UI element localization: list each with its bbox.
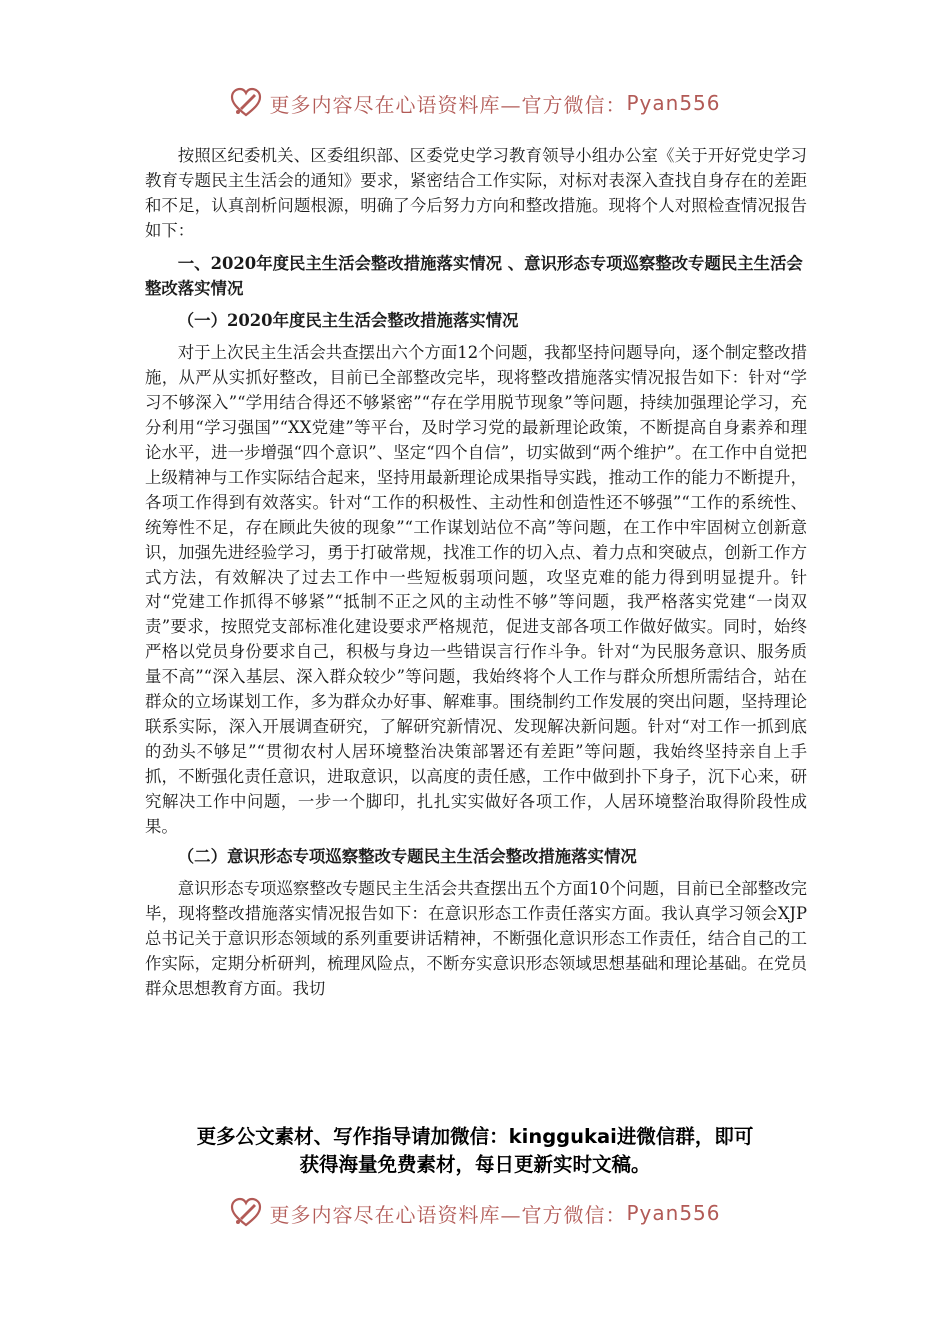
header-watermark — [0, 83, 950, 123]
subsection-1-heading: （一）2020年度民主生活会整改措施落实情况 — [177, 311, 519, 331]
heart-pen-logo-icon — [229, 1196, 263, 1230]
heart-pen-logo-icon — [229, 86, 263, 120]
watermark-wechat-id: Pyan556 — [626, 1201, 721, 1225]
section-1-heading: 一、2020年度民主生活会整改措施落实情况 、意识形态专项巡察整改专题民主生活会整改落实情况 — [145, 253, 803, 298]
promo-block — [0, 1123, 950, 1179]
subsection-1-paragraph: 对于上次民主生活会共查摆出六个方面12个问题，我都坚持问题导向，逐个制定整改措施，从严从实抓好整改，目前已全部整改完毕，现将整改措施落实情况报告如下：针对“学习不够深入”“学用结合得还不够紧密”“存在学用脱节现象”等问题，持续加强理论学习，充分利用“学习强国”“XX党建”等平台，及时学习党的最新理论政策，不断提高自身素养和理论水平，进一步增强“四个意识”、坚定“四个自信”，切实做到“两个维护”。在工作中自觉把上级精神与工作实际结合起来，坚持用最新理论成果指导实践，推动工作的能力不断提升，各项工作得到有效落实。针对“工作的积极性、主动性和创造性还不够强”“工作的系统性、统筹性不足，存在顾此失彼的现象”“工作谋划站位不高”等问题，在工作中牢固树立创新意识，加强先进经验学习，勇于打破常规，找准工作的切入点、着力点和突破点，创新工作方式方法，有效解决了过去工作中一些短板弱项问题，攻坚克难的能力得到明显提升。针对“党建工作抓得不够紧”“抵制不正之风的主动性不够”等问题，我严格落实党建“一岗双责”要求，按照党支部标准化建设要求严格规范，促进支部各项工作做好做实。同时，始终严格以党员身份要求自己，积极与身边一些错误言行作斗争。针对“为民服务意识、服务质量不高”“深入基层、深入群众较少”等问题，我始终将个人工作与群众所想所需结合，站在群众的立场谋划工作，多为群众办好事、解难事。围绕制约工作发展的突出问题，坚持理论联系实际，深入开展调查研究，了解研究新情况、发现解决新问题。针对“对工作一抓到底的劲头不够足”“贯彻农村人居环境整治决策部署还有差距”等问题，我始终坚持亲自上手抓，不断强化责任意识，进取意识，以高度的责任感，工作中做到扑下身子，沉下心来，研究解决工作中问题，一步一个脚印，扎扎实实做好各项工作，人居环境整治取得阶段性成果。 — [145, 343, 807, 836]
watermark-wechat-id: Pyan556 — [626, 91, 721, 115]
watermark-text: 更多内容尽在心语资料库—官方微信： — [269, 1202, 627, 1227]
subsection-2-paragraph: 意识形态专项巡察整改专题民主生活会共查摆出五个方面10个问题，目前已全部整改完毕，现将整改措施落实情况报告如下：在意识形态工作责任落实方面。我认真学习领会XJP总书记关于意识形态领域的系列重要讲话精神，不断强化意识形态工作责任，结合自己的工作实际，定期分析研判，梳理风险点，不断夯实意识形态领域思想基础和理论基础。在党员群众思想教育方面。我切 — [145, 879, 807, 998]
promo-line-2: 获得海量免费素材，每日更新实时文稿。 — [299, 1153, 651, 1176]
subsection-2-heading: （二）意识形态专项巡察整改专题民主生活会整改措施落实情况 — [177, 847, 637, 867]
document-body — [145, 144, 807, 1002]
footer-watermark — [0, 1193, 950, 1233]
intro-paragraph: 按照区纪委机关、区委组织部、区委党史学习教育领导小组办公室《关于开好党史学习教育专题民主生活会的通知》要求，紧密结合工作实际，对标对表深入查找自身存在的差距和不足，认真剖析问题根源，明确了今后努力方向和整改措施。现将个人对照检查情况报告如下： — [145, 146, 807, 240]
watermark-text: 更多内容尽在心语资料库—官方微信： — [269, 92, 627, 117]
promo-line-1: 更多公文素材、写作指导请加微信：kinggukai进微信群，即可 — [196, 1125, 754, 1148]
